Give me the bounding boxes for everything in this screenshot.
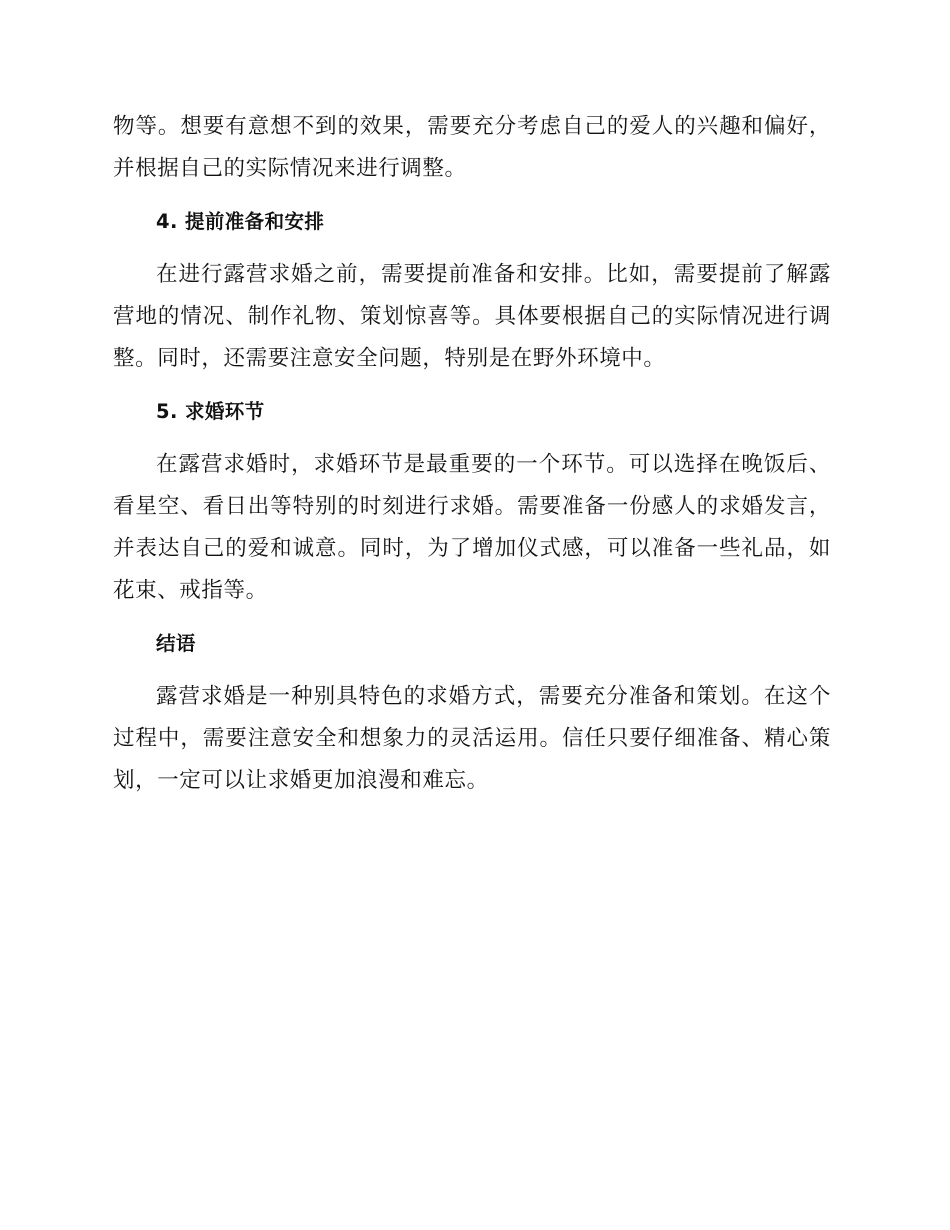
section-heading-5: 5. 求婚环节 — [156, 400, 265, 423]
paragraph-continued: 物等。想要有意想不到的效果，需要充分考虑自己的爱人的兴趣和偏好，并根据自己的实际情况来进行调整。 — [113, 114, 831, 181]
conclusion-body: 露营求婚是一种别具特色的求婚方式，需要充分准备和策划。在这个过程中，需要注意安全和想象力的灵活运用。信任只要仔细准备、精心策划，一定可以让求婚更加浪漫和难忘。 — [113, 684, 831, 793]
document-body — [113, 106, 831, 802]
section-heading-4: 4. 提前准备和安排 — [156, 210, 325, 233]
section-body-5: 在露营求婚时，求婚环节是最重要的一个环节。可以选择在晚饭后、看星空、看日出等特别的时刻进行求婚。需要准备一份感人的求婚发言，并表达自己的爱和诚意。同时，为了增加仪式感，可以准备一些礼品，如花束、戒指等。 — [113, 452, 831, 603]
conclusion-heading: 结语 — [156, 632, 196, 655]
section-body-4: 在进行露营求婚之前，需要提前准备和安排。比如，需要提前了解露营地的情况、制作礼物、策划惊喜等。具体要根据自己的实际情况进行调整。同时，还需要注意安全问题，特别是在野外环境中。 — [113, 262, 831, 371]
